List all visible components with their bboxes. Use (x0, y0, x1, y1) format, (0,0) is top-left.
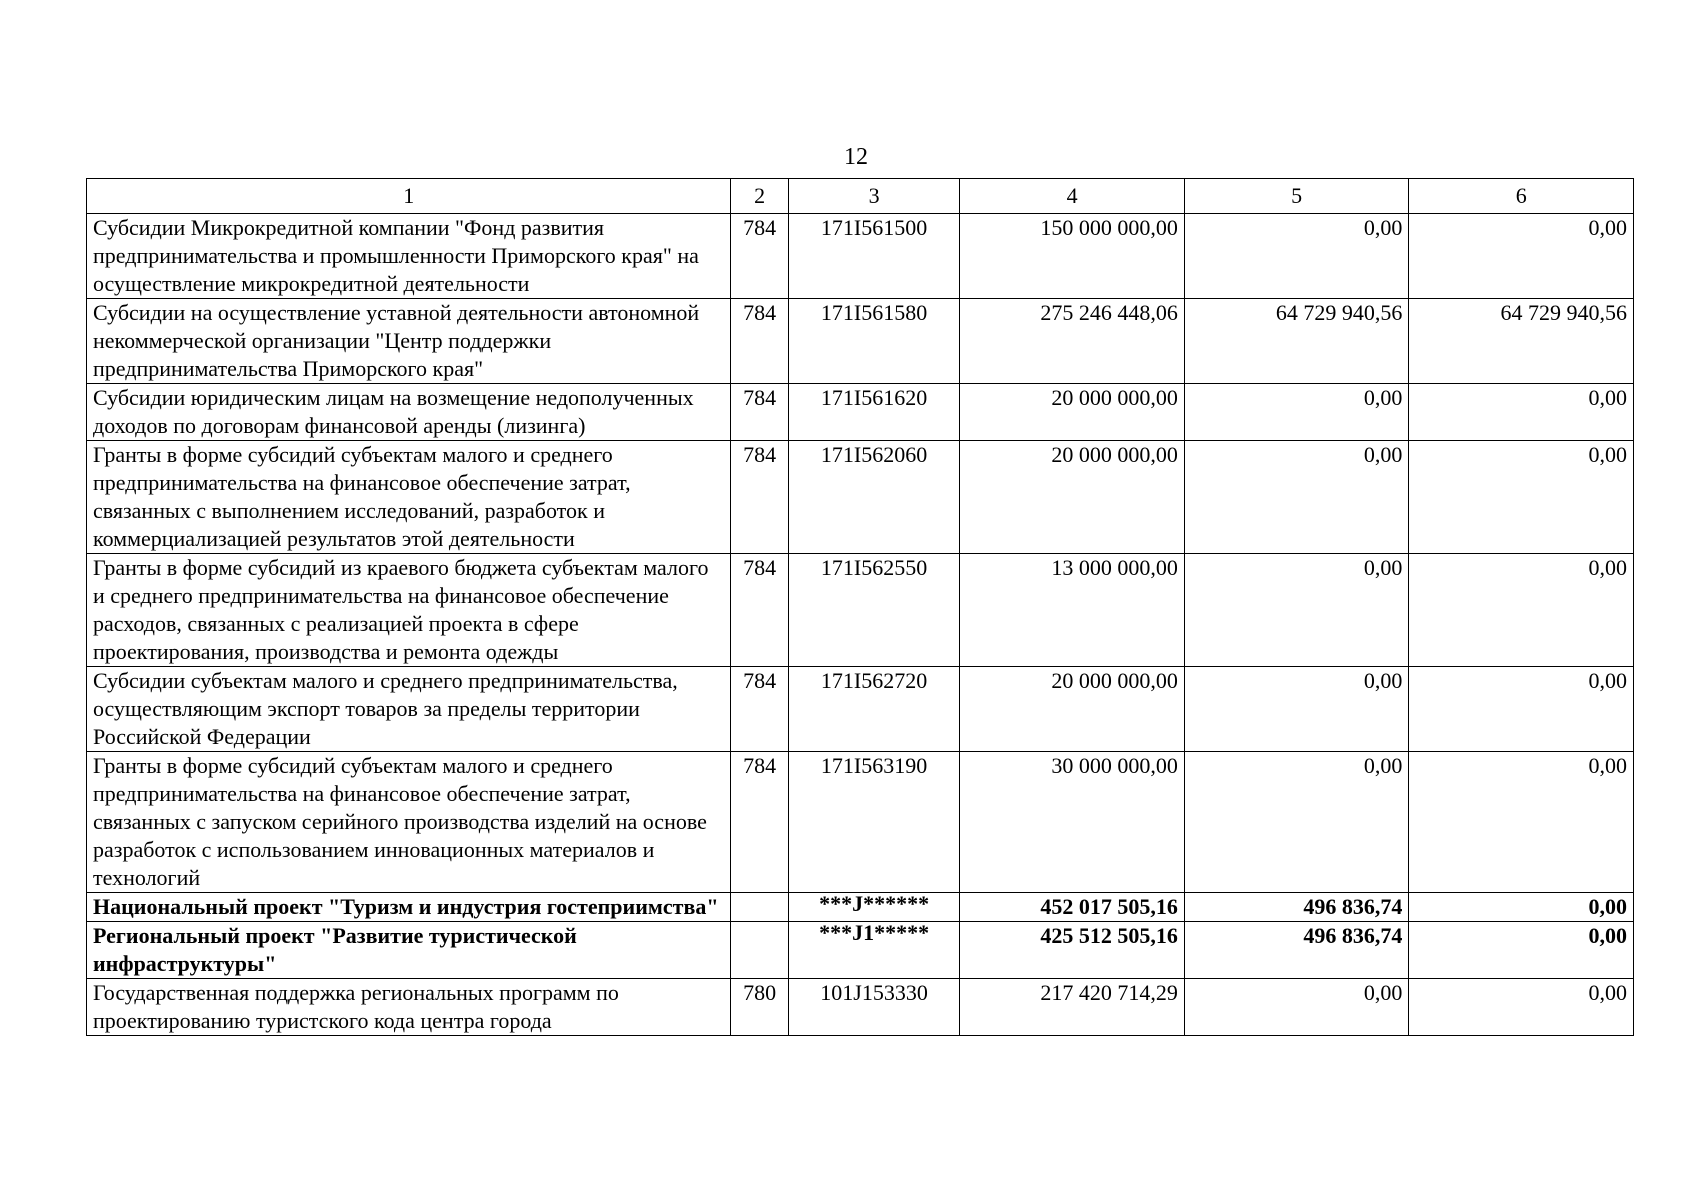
row-grbs: 784 (731, 384, 788, 441)
table-row (87, 667, 1634, 752)
row-value-6: 0,00 (1409, 214, 1634, 299)
table-row (87, 979, 1634, 1036)
col-header-1: 1 (87, 179, 731, 214)
row-value-4: 425 512 505,16 (960, 922, 1185, 979)
row-value-5: 0,00 (1184, 667, 1409, 752)
row-grbs: 780 (731, 979, 788, 1036)
row-grbs: 784 (731, 554, 788, 667)
table-row (87, 384, 1634, 441)
row-value-6: 0,00 (1409, 554, 1634, 667)
row-value-6: 0,00 (1409, 384, 1634, 441)
row-name: Государственная поддержка региональных программ по проектированию туристского кода центра города (87, 979, 731, 1036)
row-value-6: 0,00 (1409, 441, 1634, 554)
row-grbs: 784 (731, 214, 788, 299)
row-code: 171I562060 (788, 441, 959, 554)
row-value-5: 0,00 (1184, 554, 1409, 667)
page-number: 12 (844, 144, 868, 170)
row-name: Региональный проект "Развитие туристической инфраструктуры" (87, 922, 731, 979)
row-value-4: 275 246 448,06 (960, 299, 1185, 384)
row-grbs: 784 (731, 441, 788, 554)
row-value-5: 0,00 (1184, 752, 1409, 893)
row-value-4: 20 000 000,00 (960, 667, 1185, 752)
row-name: Национальный проект "Туризм и индустрия гостеприимства" (87, 893, 731, 922)
row-value-5: 64 729 940,56 (1184, 299, 1409, 384)
row-value-6: 0,00 (1409, 922, 1634, 979)
table-row-regional-project (87, 922, 1634, 979)
header-row (87, 179, 1634, 214)
row-value-4: 20 000 000,00 (960, 384, 1185, 441)
budget-table (86, 178, 1634, 1036)
row-grbs: 784 (731, 667, 788, 752)
row-grbs: 784 (731, 299, 788, 384)
table-row (87, 554, 1634, 667)
row-name: Субсидии Микрокредитной компании "Фонд развития предпринимательства и промышленности Приморского края" на осуществление микрокредитной деятельности (87, 214, 731, 299)
table-row (87, 752, 1634, 893)
row-code: 101J153330 (788, 979, 959, 1036)
row-name: Субсидии на осуществление уставной деятельности автономной некоммерческой организации "Центр поддержки предпринимательства Приморского края" (87, 299, 731, 384)
row-value-4: 452 017 505,16 (960, 893, 1185, 922)
col-header-6: 6 (1409, 179, 1634, 214)
row-value-5: 0,00 (1184, 384, 1409, 441)
row-code: 171I562550 (788, 554, 959, 667)
row-value-4: 150 000 000,00 (960, 214, 1185, 299)
col-header-5: 5 (1184, 179, 1409, 214)
row-code: 171I561500 (788, 214, 959, 299)
row-grbs (731, 922, 788, 979)
col-header-3: 3 (788, 179, 959, 214)
row-value-5: 496 836,74 (1184, 922, 1409, 979)
row-code: ***J****** (788, 893, 959, 922)
row-code: 171I562720 (788, 667, 959, 752)
row-value-4: 30 000 000,00 (960, 752, 1185, 893)
row-grbs (731, 893, 788, 922)
row-value-6: 0,00 (1409, 667, 1634, 752)
table-row (87, 214, 1634, 299)
row-value-4: 217 420 714,29 (960, 979, 1185, 1036)
row-code: 171I563190 (788, 752, 959, 893)
row-value-4: 20 000 000,00 (960, 441, 1185, 554)
col-header-2: 2 (731, 179, 788, 214)
table-row (87, 299, 1634, 384)
row-value-5: 0,00 (1184, 979, 1409, 1036)
row-value-5: 0,00 (1184, 214, 1409, 299)
table-row (87, 441, 1634, 554)
row-grbs: 784 (731, 752, 788, 893)
row-value-6: 64 729 940,56 (1409, 299, 1634, 384)
row-value-6: 0,00 (1409, 752, 1634, 893)
row-value-4: 13 000 000,00 (960, 554, 1185, 667)
row-value-5: 0,00 (1184, 441, 1409, 554)
row-name: Гранты в форме субсидий субъектам малого и среднего предпринимательства на финансовое обеспечение затрат, связанных с выполнением исследований, разработок и коммерциализацией результатов этой деятельности (87, 441, 731, 554)
col-header-4: 4 (960, 179, 1185, 214)
row-value-5: 496 836,74 (1184, 893, 1409, 922)
row-code: 171I561620 (788, 384, 959, 441)
row-code: 171I561580 (788, 299, 959, 384)
row-value-6: 0,00 (1409, 979, 1634, 1036)
row-code: ***J1***** (788, 922, 959, 979)
table-row-national-project (87, 893, 1634, 922)
row-value-6: 0,00 (1409, 893, 1634, 922)
row-name: Гранты в форме субсидий субъектам малого и среднего предпринимательства на финансовое обеспечение затрат, связанных с запуском серийного производства изделий на основе разработок с использованием инновационных материалов и технологий (87, 752, 731, 893)
row-name: Субсидии субъектам малого и среднего предпринимательства, осуществляющим экспорт товаров за пределы территории Российской Федерации (87, 667, 731, 752)
row-name: Гранты в форме субсидий из краевого бюджета субъектам малого и среднего предпринимательства на финансовое обеспечение расходов, связанных с реализацией проекта в сфере проектирования, производства и ремонта одежды (87, 554, 731, 667)
row-name: Субсидии юридическим лицам на возмещение недополученных доходов по договорам финансовой аренды (лизинга) (87, 384, 731, 441)
